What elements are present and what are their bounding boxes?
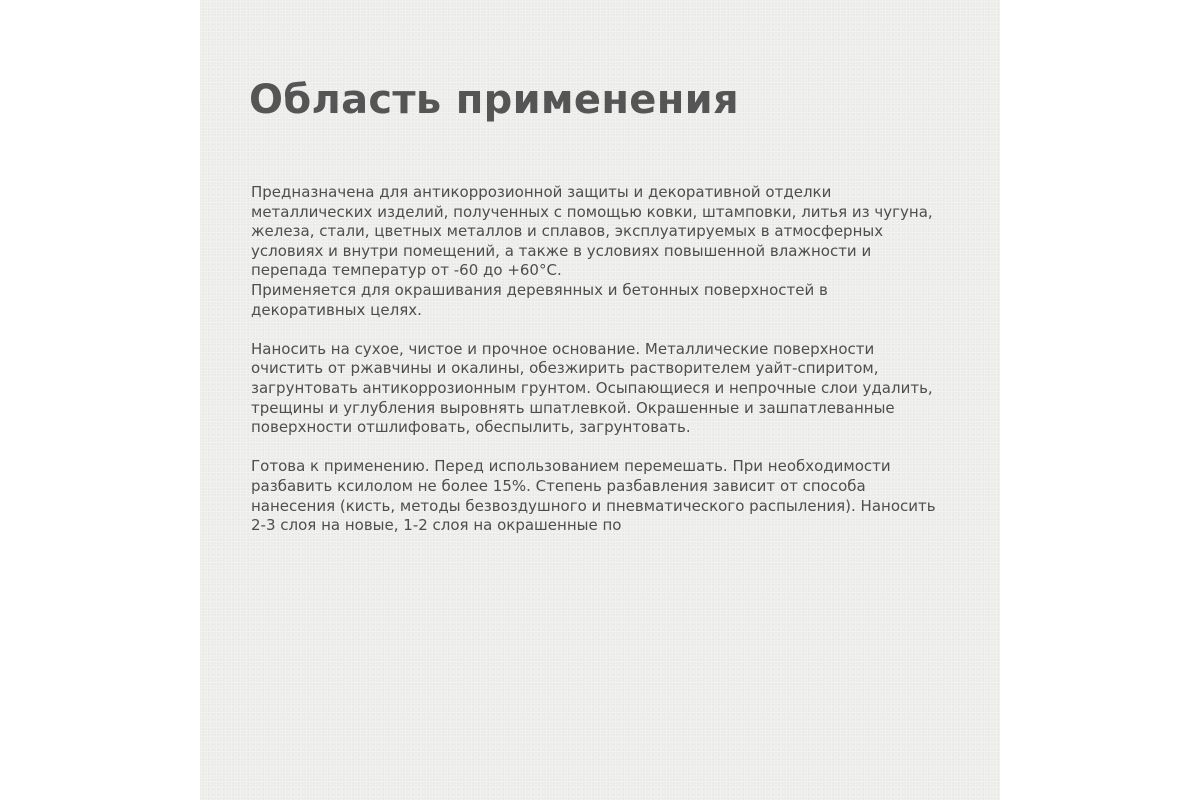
text-line: декоративных целях. xyxy=(251,300,422,319)
text-line: условиях и внутри помещений, а также в условиях повышенной влажности и xyxy=(251,241,872,260)
text-line: Применяется для окрашивания деревянных и бетонных поверхностей в xyxy=(251,280,828,299)
text-line: перепада температур от -60 до +60°С. xyxy=(251,261,562,280)
body-text xyxy=(251,183,991,555)
content-panel xyxy=(200,0,1000,800)
paragraph-application-area xyxy=(251,183,991,320)
text-line: железа, стали, цветных металлов и сплавов, эксплуатируемых в атмосферных xyxy=(251,222,884,241)
text-line: загрунтовать антикоррозионным грунтом. Осыпающиеся и непрочные слои удалить, xyxy=(251,378,933,397)
text-line: очистить от ржавчины и окалины, обезжирить растворителем уайт-спиритом, xyxy=(251,359,879,378)
text-line: поверхности отшлифовать, обеспылить, загрунтовать. xyxy=(251,418,691,437)
text-line: трещины и углубления выровнять шпатлевкой. Окрашенные и зашпатлеванные xyxy=(251,398,895,417)
text-line: нанесения (кисть, методы безвоздушного и пневматического распыления). Наносить xyxy=(251,496,936,515)
paragraph-surface-preparation xyxy=(251,340,991,438)
page-title: Область применения xyxy=(249,77,739,123)
text-line: Наносить на сухое, чистое и прочное основание. Металлические поверхности xyxy=(251,339,875,358)
paragraph-application-instructions xyxy=(251,457,991,535)
text-line: разбавить ксилолом не более 15%. Степень разбавления зависит от способа xyxy=(251,476,866,495)
text-line: Предназначена для антикоррозионной защиты и декоративной отделки xyxy=(251,183,832,201)
text-line: металлических изделий, полученных с помощью ковки, штамповки, литья из чугуна, xyxy=(251,202,933,221)
text-line: Готова к применению. Перед использованием перемешать. При необходимости xyxy=(251,457,891,476)
text-line: 2-3 слоя на новые, 1-2 слоя на окрашенные по xyxy=(251,516,622,535)
